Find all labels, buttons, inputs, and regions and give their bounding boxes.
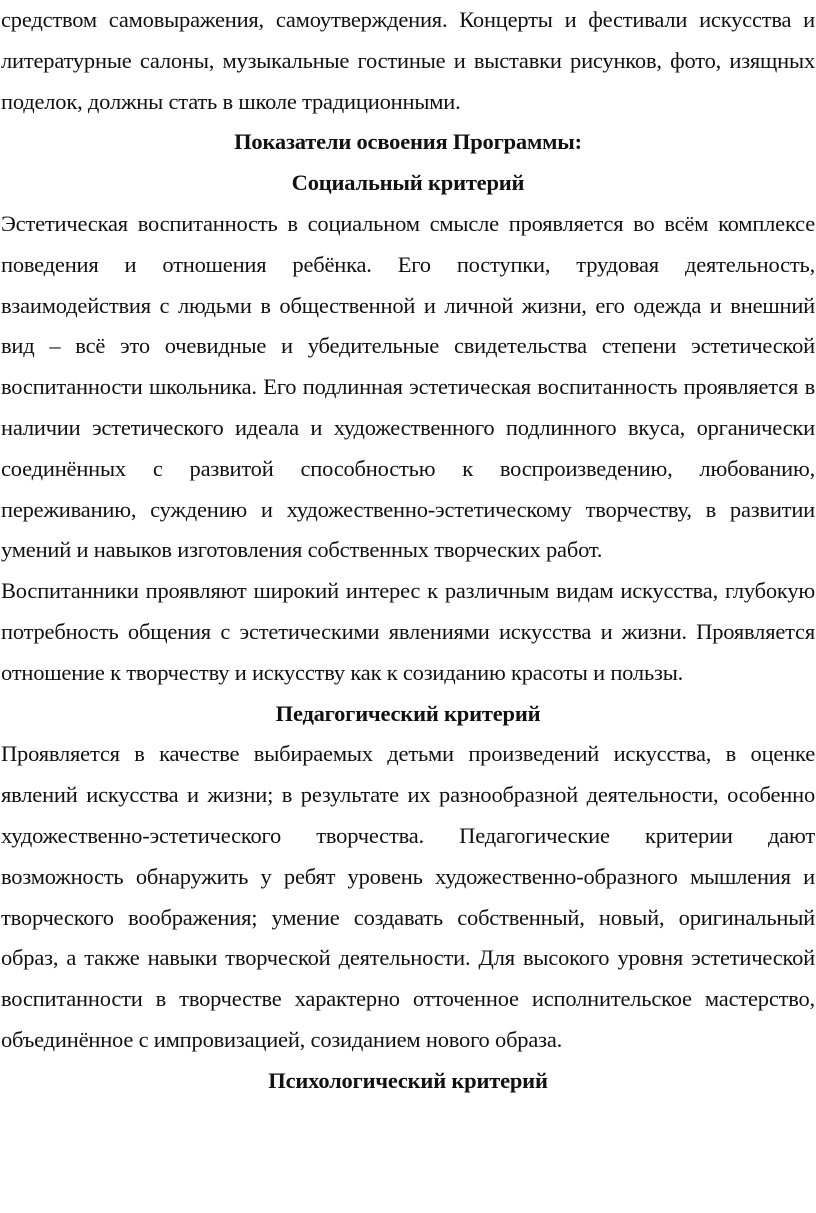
pedagogical-criterion-paragraph: Проявляется в качестве выбираемых детьми произведений искусства, в оценке явлений искусства и жизни; в результате их разнообразной деятельности, особенно художественно-эстетического творчества. Педагогические критерии дают возможность обнаружить у ребят уровень художественно-образного мышления и творческого воображения; умение создавать собственный, новый, оригинальный образ, а также навыки творческой деятельности. Для высокого уровня эстетической воспитанности в творчестве характерно отточенное исполнительское мастерство, объединённое с импровизацией, созиданием нового образа. <box>1 741 815 1052</box>
social-criterion-paragraph-2: Воспитанники проявляют широкий интерес к различным видам искусства, глубокую потребность общения с эстетическими явлениями искусства и жизни. Проявляется отношение к творчеству и искусству как к созиданию красоты и пользы. <box>1 578 815 685</box>
pedagogical-criterion-heading: Педагогический критерий <box>275 700 541 726</box>
social-criterion-paragraph-1: Эстетическая воспитанность в социальном смысле проявляется во всём комплексе поведения и отношения ребёнка. Его поступки, трудовая деятельность, взаимодействия с людьми в общественной и личной жизни, его одежда и внешний вид – всё это очевидные и убедительные свидетельства степени эстетической воспитанности школьника. Его подлинная эстетическая воспитанность проявляется в наличии эстетического идеала и художественного подлинного вкуса, органически соединённых с развитой способностью к воспроизведению, любованию, переживанию, суждению и художественно-эстетическому творчеству, в развитии умений и навыков изготовления собственных творческих работ. <box>1 210 815 563</box>
social-criterion-heading: Социальный критерий <box>291 170 525 196</box>
intro-paragraph: средством самовыражения, самоутверждения. Концерты и фестивали искусства и литературные салоны, музыкальные гостиные и выставки рисунков, фото, изящных поделок, должны стать в школе традиционными. <box>1 7 815 114</box>
document-page <box>1 0 815 1102</box>
main-heading: Показатели освоения Программы: <box>234 129 582 155</box>
psychological-criterion-heading: Психологический критерий <box>268 1067 548 1093</box>
